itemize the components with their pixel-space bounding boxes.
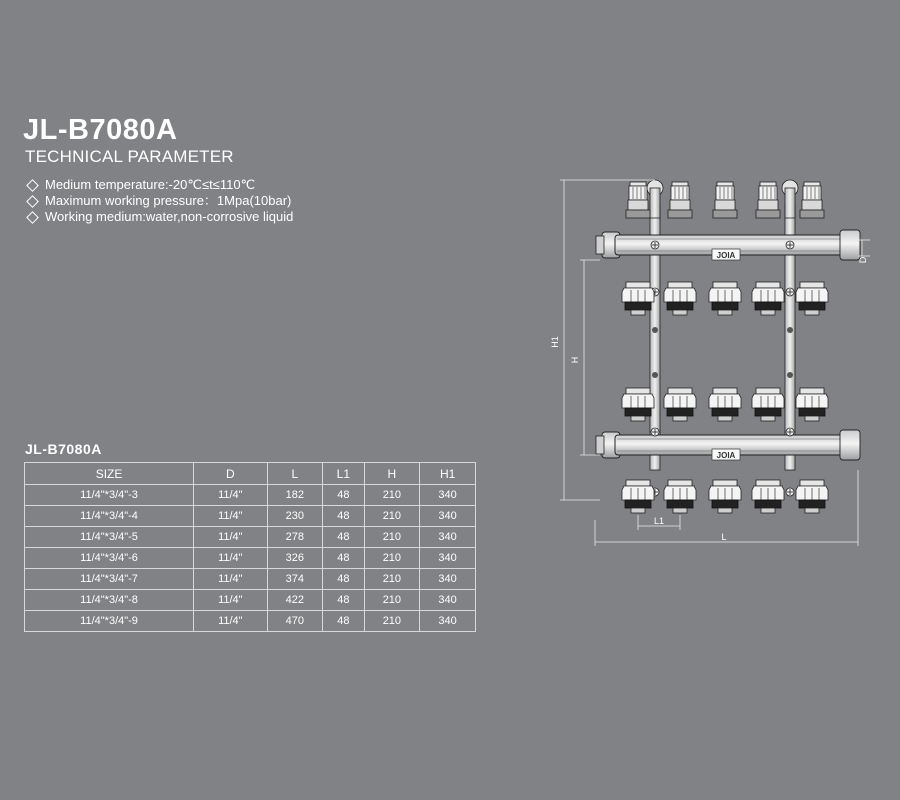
table-cell: 230 xyxy=(267,506,323,527)
table-cell: 11/4" xyxy=(194,611,267,632)
table-cell: 340 xyxy=(420,590,476,611)
table-cell: 182 xyxy=(267,485,323,506)
table-cell: 11/4" xyxy=(194,485,267,506)
table-cell: 210 xyxy=(364,569,420,590)
parameter-text: Maximum working pressure：1Mpa(10bar) xyxy=(45,193,292,208)
table-cell: 11/4" xyxy=(194,590,267,611)
table-cell: 48 xyxy=(323,569,364,590)
column-header: D xyxy=(194,463,267,485)
table-cell: 11/4"*3/4"-5 xyxy=(25,527,194,548)
table-row xyxy=(25,485,476,506)
table-cell: 48 xyxy=(323,485,364,506)
table-cell: 11/4" xyxy=(194,527,267,548)
dimension-label-d: D xyxy=(858,256,868,264)
table-cell: 11/4"*3/4"-3 xyxy=(25,485,194,506)
table-cell: 326 xyxy=(267,548,323,569)
table-cell: 340 xyxy=(420,506,476,527)
table-cell: 210 xyxy=(364,527,420,548)
section-subtitle: TECHNICAL PARAMETER xyxy=(25,147,234,166)
diamond-bullet-icon xyxy=(26,211,39,224)
table-cell: 11/4"*3/4"-4 xyxy=(25,506,194,527)
dimension-label-h1: H1 xyxy=(550,336,560,348)
table-cell: 340 xyxy=(420,527,476,548)
parameter-text: Medium temperature:-20℃≤t≤110℃ xyxy=(45,177,256,192)
table-cell: 210 xyxy=(364,611,420,632)
table-cell: 11/4" xyxy=(194,548,267,569)
table-cell: 11/4" xyxy=(194,506,267,527)
table-cell: 48 xyxy=(323,527,364,548)
spec-table xyxy=(24,462,476,632)
parameter-item xyxy=(27,209,293,225)
dimension-label-h: H xyxy=(570,356,580,364)
table-cell: 48 xyxy=(323,548,364,569)
table-cell: 11/4"*3/4"-8 xyxy=(25,590,194,611)
drawing-logo-text: JOIA xyxy=(716,251,736,260)
table-cell: 340 xyxy=(420,485,476,506)
table-cell: 340 xyxy=(420,548,476,569)
table-cell: 422 xyxy=(267,590,323,611)
column-header: L xyxy=(267,463,323,485)
drawing-logo-text: JOIA xyxy=(716,451,736,460)
parameter-item xyxy=(27,177,293,193)
manifold-technical-drawing xyxy=(540,170,870,550)
table-row xyxy=(25,527,476,548)
table-cell: 278 xyxy=(267,527,323,548)
table-cell: 48 xyxy=(323,590,364,611)
table-cell: 210 xyxy=(364,485,420,506)
table-cell: 11/4" xyxy=(194,569,267,590)
table-cell: 210 xyxy=(364,590,420,611)
table-cell: 340 xyxy=(420,611,476,632)
table-row xyxy=(25,569,476,590)
table-row xyxy=(25,548,476,569)
table-row xyxy=(25,506,476,527)
column-header: SIZE xyxy=(25,463,194,485)
parameter-item xyxy=(27,193,293,209)
table-row xyxy=(25,611,476,632)
table-cell: 11/4"*3/4"-6 xyxy=(25,548,194,569)
table-cell: 470 xyxy=(267,611,323,632)
table-cell: 48 xyxy=(323,611,364,632)
parameter-text: Working medium:water,non-corrosive liquid xyxy=(45,209,294,224)
product-title: JL-B7080A xyxy=(23,114,178,146)
table-cell: 11/4"*3/4"-7 xyxy=(25,569,194,590)
parameter-list xyxy=(27,177,293,225)
column-header: H xyxy=(364,463,420,485)
diamond-bullet-icon xyxy=(26,179,39,192)
table-cell: 11/4"*3/4"-9 xyxy=(25,611,194,632)
table-row xyxy=(25,590,476,611)
table-cell: 340 xyxy=(420,569,476,590)
dimension-label-l1: L1 xyxy=(653,516,665,526)
dimension-label-l: L xyxy=(721,532,727,542)
table-cell: 210 xyxy=(364,506,420,527)
table-cell: 48 xyxy=(323,506,364,527)
column-header: L1 xyxy=(323,463,364,485)
table-cell: 374 xyxy=(267,569,323,590)
table-title: JL-B7080A xyxy=(25,441,102,457)
column-header: H1 xyxy=(420,463,476,485)
table-cell: 210 xyxy=(364,548,420,569)
diamond-bullet-icon xyxy=(26,195,39,208)
table-header-row xyxy=(25,463,476,485)
